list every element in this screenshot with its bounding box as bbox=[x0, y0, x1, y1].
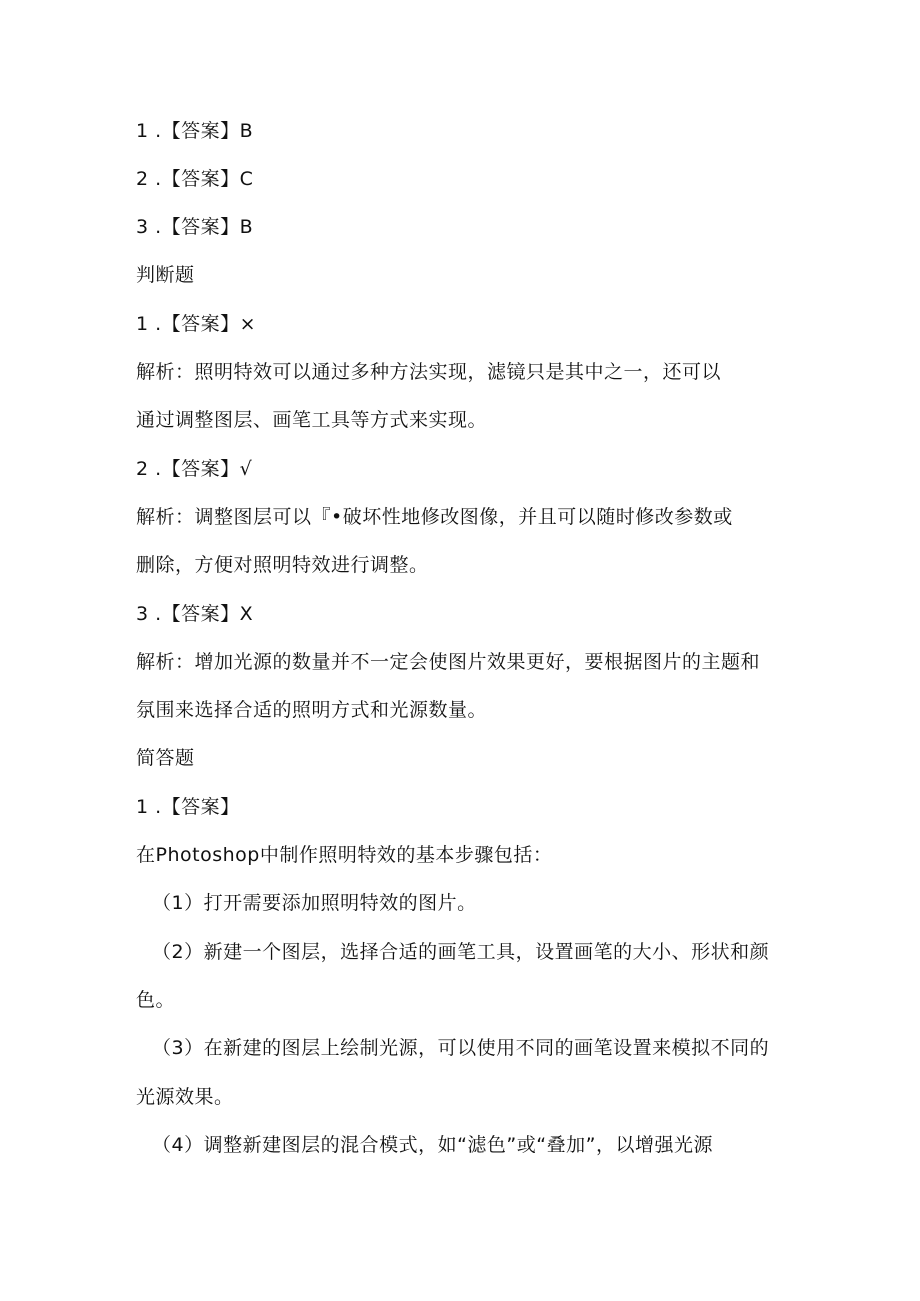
section-heading-short-answer: 简答题 bbox=[136, 747, 195, 769]
tf-explanation-2b: 删除，方便对照明特效进行调整。 bbox=[136, 554, 429, 576]
tf-answer-3: 3 .【答案】X bbox=[136, 603, 254, 625]
tf-explanation-1a: 解析：照明特效可以通过多种方法实现，滤镜只是其中之一，还可以 bbox=[136, 361, 722, 383]
answer-line-1: 1 .【答案】B bbox=[136, 120, 254, 142]
tf-explanation-2a: 解析：调整图层可以『•破坏性地修改图像，并且可以随时修改参数或 bbox=[136, 506, 733, 528]
tf-explanation-3a: 解析：增加光源的数量并不一定会使图片效果更好，要根据图片的主题和 bbox=[136, 651, 761, 673]
short-answer-1: 1 .【答案】 bbox=[136, 796, 240, 818]
tf-answer-1: 1 .【答案】× bbox=[136, 313, 257, 335]
step-1: （1）打开需要添加照明特效的图片。 bbox=[152, 892, 477, 914]
tf-answer-2: 2 .【答案】√ bbox=[136, 458, 253, 480]
answer-line-2: 2 .【答案】C bbox=[136, 168, 254, 190]
short-answer-intro: 在Photoshop中制作照明特效的基本步骤包括： bbox=[136, 844, 553, 866]
step-2b: 色。 bbox=[136, 989, 176, 1011]
step-3b: 光源效果。 bbox=[136, 1086, 234, 1108]
step-3a: （3）在新建的图层上绘制光源，可以使用不同的画笔设置来模拟不同的 bbox=[152, 1037, 770, 1059]
tf-explanation-1b: 通过调整图层、画笔工具等方式来实现。 bbox=[136, 409, 488, 431]
tf-explanation-3b: 氛围来选择合适的照明方式和光源数量。 bbox=[136, 699, 488, 721]
step-4a: （4）调整新建图层的混合模式，如“滤色”或“叠加”，以增强光源 bbox=[152, 1134, 713, 1156]
answer-line-3: 3 .【答案】B bbox=[136, 216, 254, 238]
section-heading-true-false: 判断题 bbox=[136, 264, 195, 286]
step-2a: （2）新建一个图层，选择合适的画笔工具，设置画笔的大小、形状和颜 bbox=[152, 941, 770, 963]
